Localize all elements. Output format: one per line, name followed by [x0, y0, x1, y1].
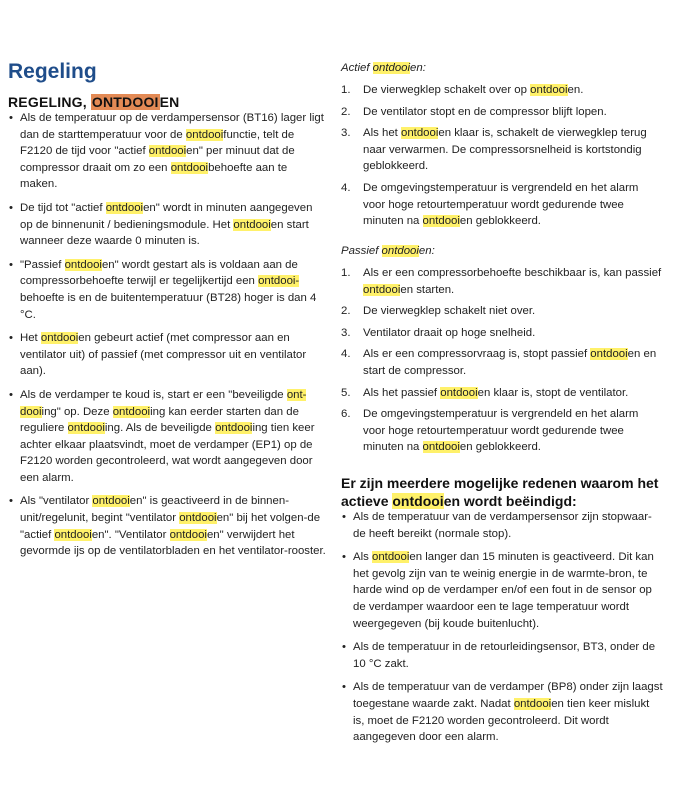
- section-heading: [8, 94, 180, 110]
- list-item: • Als de temperatuur in de retourleidingsensor, BT3, onder de 10 °C zakt.: [341, 639, 663, 672]
- highlight-term: ontdooi: [40, 332, 79, 345]
- reasons-heading-prefix: Er zijn meerdere mogelijke redenen waarom het actieve: [341, 475, 659, 509]
- list-item: • Als de temperatuur van de verdamper (BP8) onder zijn laagst toegestane waarde zakt. Nadat ontdooien tien keer mislukt is, moet de F2120 worden gecontroleerd. Dit wordt aangegeven door een alarm.: [341, 679, 663, 745]
- step-number: 4.: [341, 181, 351, 194]
- step-text: Ventilator draait op hoge snelheid.: [363, 326, 536, 339]
- step-item: [341, 406, 663, 456]
- step-text: Als het passief ontdooien klaar is, stopt de ventilator.: [363, 386, 629, 399]
- step-text: De vierwegklep schakelt over op ontdooien.: [363, 84, 584, 96]
- highlight-term: ontdooi: [64, 258, 102, 271]
- step-number: 1.: [341, 84, 351, 96]
- actief-label-suffix: en:: [410, 62, 426, 74]
- step-text: De ventilator stopt en de compressor blijft lopen.: [363, 105, 607, 118]
- step-text: Als er een compressorvraag is, stopt passief ontdooien en start de compressor.: [363, 348, 657, 377]
- highlight-term: ontdooi: [92, 495, 130, 508]
- page-title: Regeling: [8, 60, 97, 83]
- step-number: 6.: [341, 408, 351, 421]
- heading-prefix: REGELING,: [8, 94, 91, 110]
- step-text: Als er een compressorbehoefte beschikbaar is, kan passief ontdooien starten.: [363, 267, 662, 296]
- highlight-term: ontdooi: [422, 215, 460, 228]
- highlight-term: ontdooi: [401, 127, 439, 140]
- heading-suffix: EN: [159, 94, 180, 110]
- step-number: 3.: [341, 326, 351, 339]
- reasons-heading: [341, 474, 663, 510]
- step-item: [341, 104, 663, 121]
- heading-highlight: ONTDOOI: [91, 94, 159, 110]
- list-item: • Als de verdamper te koud is, start er een "beveiligde ont-dooiing" op. Deze ontdooiing kan eerder starten dan de reguliere ontdooiing. Als de beveiligde ontdooiing tien keer achter elkaar plaatsvindt, moet de verdamper (EP1) op de F2120 worden gecontroleerd, wat wordt aangegeven door een alarm.: [8, 387, 326, 487]
- highlight-term: ontdooi: [185, 128, 224, 141]
- step-item: [341, 125, 663, 175]
- highlight-term: ontdooi: [105, 201, 144, 214]
- step-text: De omgevingstemperatuur is vergrendeld en het alarm voor hoge retourtemperatuur wordt gedurende twee minuten na ontdooien geblokkeerd.: [363, 181, 639, 228]
- step-text: De omgevingstemperatuur is vergrendeld en het alarm voor hoge retourtemperatuur wordt gedurende twee minuten na ontdooien geblokkeerd.: [363, 408, 639, 454]
- highlight-term: ontdooi: [422, 441, 460, 454]
- highlight-term: ontdooi: [590, 348, 628, 361]
- highlight-term: ontdooi: [169, 528, 207, 541]
- step-number: 2.: [341, 305, 351, 318]
- reasons-list: [341, 509, 663, 753]
- step-item: [341, 385, 663, 402]
- step-number: 3.: [341, 127, 351, 140]
- actief-label: [341, 62, 426, 74]
- step-number: 5.: [341, 386, 351, 399]
- highlight-term: ontdooi: [513, 697, 552, 710]
- list-item: • Het ontdooien gebeurt actief (met compressor aan en ventilator uit) of passief (met compressor uit en ventilator aan).: [8, 330, 326, 380]
- list-item: • Als de temperatuur van de verdampersensor zijn stopwaar-de heeft bereikt (normale stop).: [341, 509, 663, 542]
- highlight-term: ontdooi: [363, 283, 401, 296]
- reasons-heading-highlight: ontdooi: [392, 493, 444, 509]
- step-text: Als het ontdooien klaar is, schakelt de vierwegklep terug naar verwarmen. De compressorsnelheid is kortstondig geblokkeerd.: [363, 127, 647, 173]
- step-item: [341, 265, 663, 298]
- list-item: • Als ontdooien langer dan 15 minuten is geactiveerd. Dit kan het gevolg zijn van te weinig energie in de warmte-bron, te harde wind op de verdamper en/of een fout in de sensor op de verdamper waardoor een te lage temperatuur wordt weergegeven (bij koude buitenlucht).: [341, 549, 663, 632]
- highlight-term: ontdooi: [215, 422, 253, 435]
- actief-steps: [341, 82, 663, 235]
- highlight-term: ontdooi: [233, 218, 271, 231]
- highlight-term: ontdooi: [67, 422, 105, 435]
- passief-steps: [341, 265, 663, 461]
- step-number: 1.: [341, 267, 351, 279]
- passief-label-prefix: Passief: [341, 245, 382, 257]
- list-item: • Als de temperatuur op de verdampersensor (BT16) lager ligt dan de starttemperatuur voor de ontdooifunctie, telt de F2120 de tijd voor "actief ontdooien" per minuut dat de compressor draait om zo een ontdooibehoefte aan te maken.: [8, 110, 326, 193]
- highlight-term: ontdooi: [179, 512, 217, 525]
- actief-label-prefix: Actief: [341, 62, 373, 74]
- passief-label-highlight: ontdooi: [381, 245, 419, 257]
- highlight-term: ontdooi: [170, 161, 209, 174]
- step-item: [341, 325, 663, 342]
- left-bullet-list: [8, 110, 326, 567]
- passief-label: [341, 245, 435, 257]
- step-number: 4.: [341, 348, 351, 361]
- passief-label-suffix: en:: [418, 245, 435, 257]
- step-item: [341, 346, 663, 379]
- highlight-term: ontdooi: [54, 528, 92, 541]
- step-number: 2.: [341, 105, 351, 118]
- highlight-term: ontdooi: [530, 84, 568, 96]
- highlight-term: ont-dooi: [20, 388, 307, 418]
- highlight-term: ontdooi: [148, 145, 187, 158]
- list-item: • Als "ventilator ontdooien" is geactiveerd in de binnen-unit/regelunit, begint "ventilator ontdooien" bij het volgen-de "actief ontdooien". "Ventilator ontdooien" verwijdert het gevormde ijs op de ventilatorbladen en het ventilator-rooster.: [8, 493, 326, 559]
- step-item: [341, 82, 663, 99]
- step-item: [341, 180, 663, 230]
- list-item: • De tijd tot "actief ontdooien" wordt in minuten aangegeven op de binnenunit / bedieningsmodule. Het ontdooien start wanneer deze waarde 0 minuten is.: [8, 200, 326, 250]
- actief-label-highlight: ontdooi: [372, 62, 411, 74]
- highlight-term: ontdooi-: [258, 275, 300, 288]
- list-item: • "Passief ontdooien" wordt gestart als is voldaan aan de compressorbehoefte terwijl er tegelijkertijd een ontdooi-behoefte is en de buitentemperatuur (BT28) hoger is dan 4 °C.: [8, 257, 326, 323]
- step-item: [341, 303, 663, 320]
- highlight-term: ontdooi: [372, 551, 410, 564]
- reasons-heading-suffix: en wordt beëindigd:: [443, 493, 577, 509]
- highlight-term: ontdooi: [112, 405, 151, 418]
- highlight-term: ontdooi: [440, 386, 478, 399]
- step-text: De vierwegklep schakelt niet over.: [363, 305, 536, 318]
